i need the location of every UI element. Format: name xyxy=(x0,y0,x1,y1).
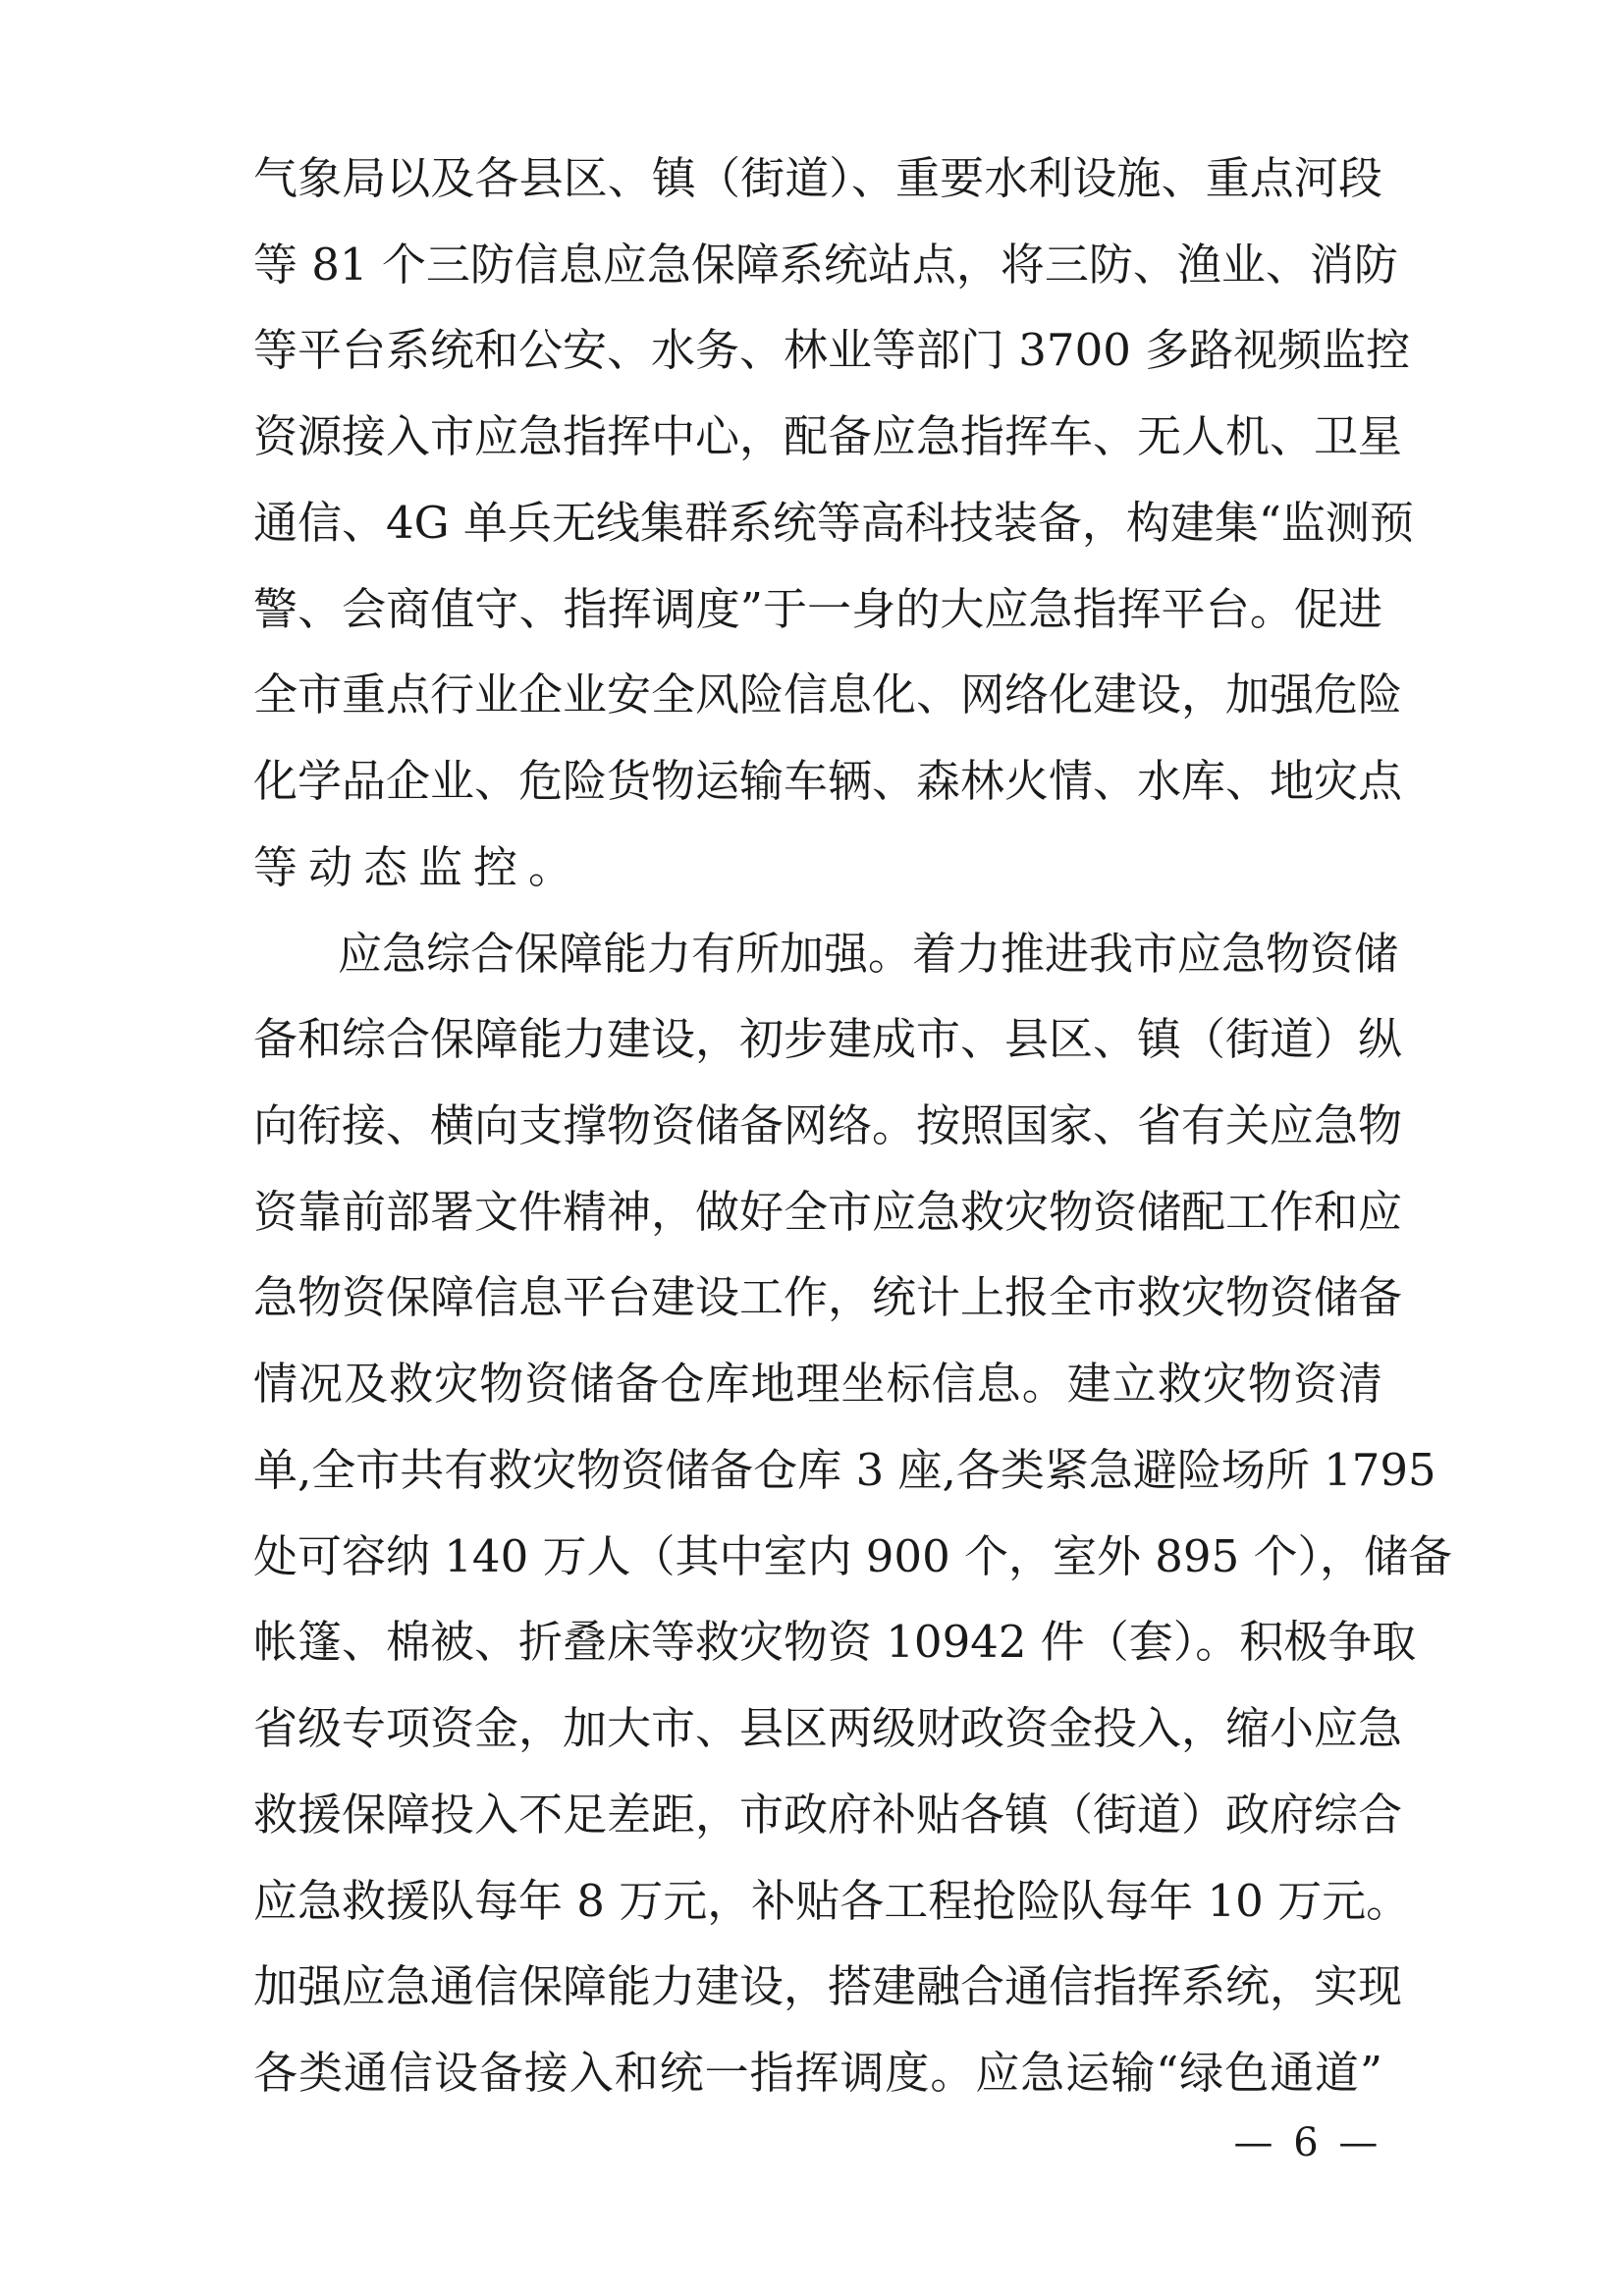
page-number: — 6 — xyxy=(1233,2120,1382,2165)
text-line-11: 备和综合保障能力建设，初步建成市、县区、镇（街道）纵 xyxy=(253,1013,1403,1066)
text-line-22: 加强应急通信保障能力建设，搭建融合通信指挥系统，实现 xyxy=(253,1960,1403,2013)
text-line-18: 帐篷、棉被、折叠床等救灾物资 10942 件（套）。积极争取 xyxy=(253,1616,1417,1669)
text-line-14: 急物资保障信息平台建设工作，统计上报全市救灾物资储备 xyxy=(253,1271,1403,1324)
text-line-4: 资源接入市应急指挥中心，配备应急指挥车、无人机、卫星 xyxy=(253,410,1403,463)
text-line-1: 气象局以及各县区、镇（街道）、重要水利设施、重点河段 xyxy=(253,152,1382,204)
text-line-13: 资靠前部署文件精神，做好全市应急救灾物资储配工作和应 xyxy=(253,1185,1403,1238)
text-line-15: 情况及救灾物资储备仓库地理坐标信息。建立救灾物资清 xyxy=(253,1358,1382,1411)
text-line-8: 化学品企业、危险货物运输车辆、森林火情、水库、地灾点 xyxy=(253,755,1403,808)
text-line-3: 等平台系统和公安、水务、林业等部门 3700 多路视频监控 xyxy=(253,324,1411,377)
text-line-23: 各类通信设备接入和统一指挥调度。应急运输“绿色通道” xyxy=(253,2047,1382,2099)
text-line-20: 救援保障投入不足差距，市政府补贴各镇（街道）政府综合 xyxy=(253,1788,1403,1841)
text-line-6: 警、会商值守、指挥调度”于一身的大应急指挥平台。促进 xyxy=(253,582,1382,635)
text-line-19: 省级专项资金，加大市、县区两级财政资金投入，缩小应急 xyxy=(253,1702,1403,1755)
paragraph-heading-line: 应急综合保障能力有所加强。着力推进我市应急物资储 xyxy=(338,927,1399,980)
text-line-5: 通信、4G 单兵无线集群系统等高科技装备，构建集“监测预 xyxy=(253,496,1414,549)
text-line-21: 应急救援队每年 8 万元，补贴各工程抢险队每年 10 万元。 xyxy=(253,1874,1411,1927)
text-line-12: 向衔接、横向支撑物资储备网络。按照国家、省有关应急物 xyxy=(253,1099,1403,1151)
text-line-9: 等动态监控。 xyxy=(253,840,584,893)
text-line-7: 全市重点行业企业安全风险信息化、网络化建设，加强危险 xyxy=(253,668,1403,721)
text-line-17: 处可容纳 140 万人（其中室内 900 个，室外 895 个），储备 xyxy=(253,1529,1453,1582)
text-line-2: 等 81 个三防信息应急保障系统站点，将三防、渔业、消防 xyxy=(253,238,1398,291)
text-line-16: 单,全市共有救灾物资储备仓库 3 座,各类紧急避险场所 1795 xyxy=(253,1443,1436,1496)
